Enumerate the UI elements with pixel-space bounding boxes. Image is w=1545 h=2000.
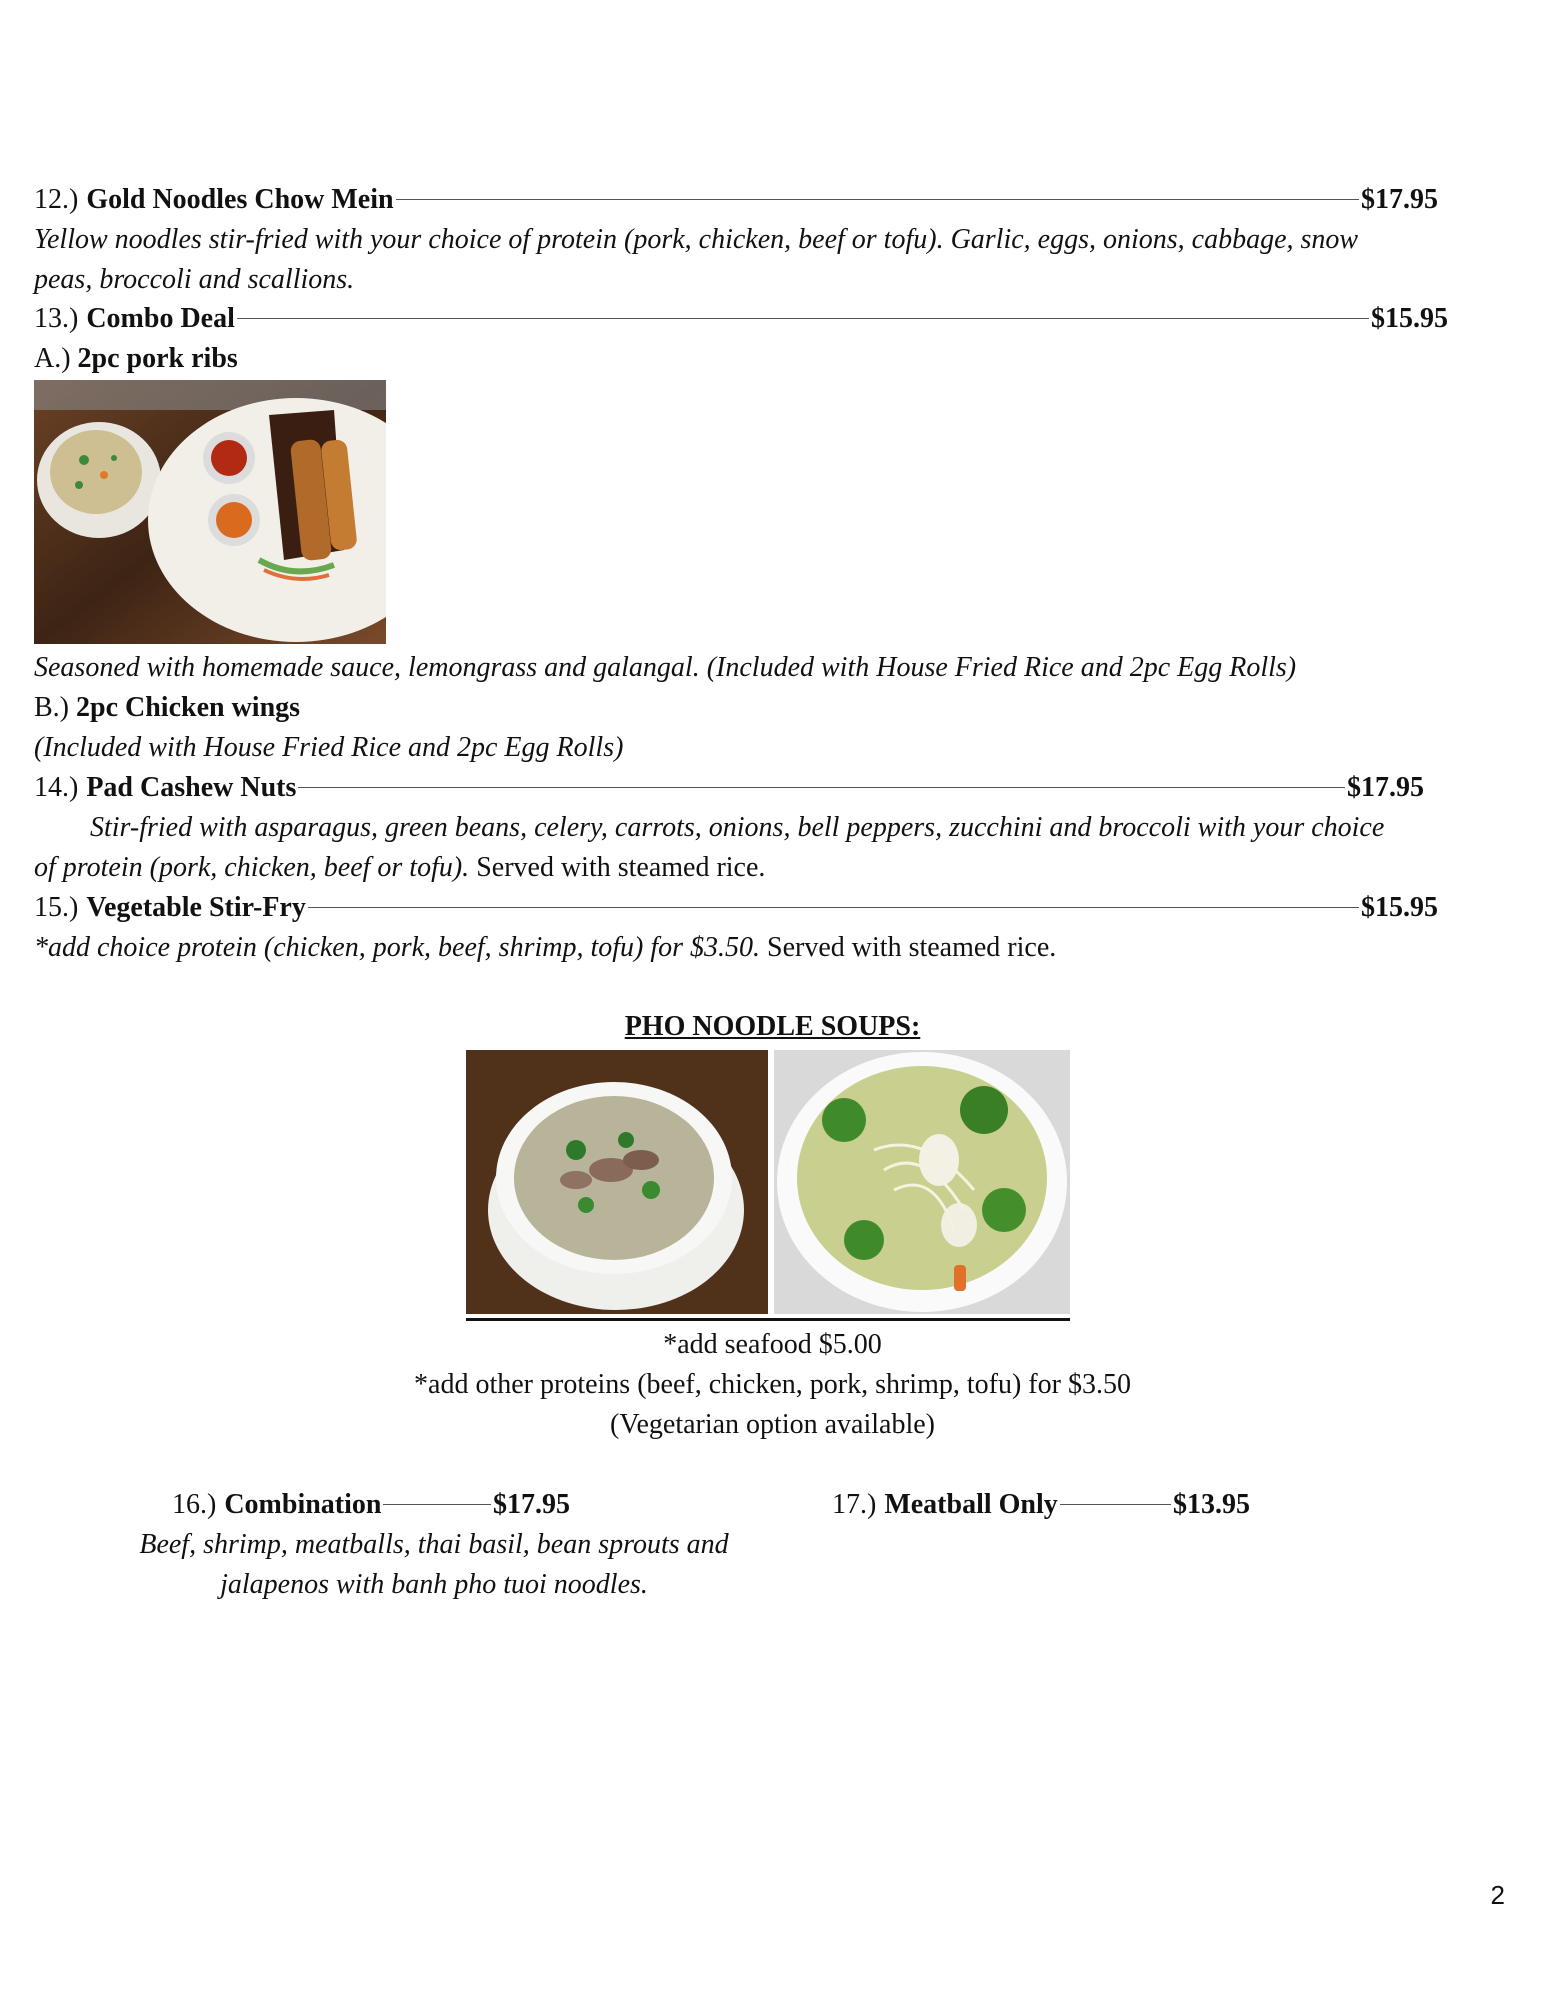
pho-note-proteins: *add other proteins (beef, chicken, pork, shrimp, tofu) for $3.50 xyxy=(414,1369,1131,1400)
option-prefix: B.) xyxy=(34,692,69,723)
combo-option-a xyxy=(34,342,238,376)
item-name: Meatball Only xyxy=(884,1489,1058,1520)
item-name: Vegetable Stir-Fry xyxy=(86,892,306,923)
option-name: 2pc Chicken wings xyxy=(76,692,301,723)
item-name: Combination xyxy=(224,1489,382,1520)
description-italic: *add choice protein (chicken, pork, beef, shrimp, tofu) for $3.50. xyxy=(34,932,761,963)
dot-leader xyxy=(308,907,1359,908)
dot-leader xyxy=(396,199,1359,200)
menu-item-14 xyxy=(34,771,1424,805)
page-number: 2 xyxy=(1490,1880,1505,1910)
option-prefix: A.) xyxy=(34,343,71,374)
section-title: PHO NOODLE SOUPS: xyxy=(624,1011,921,1042)
dot-leader xyxy=(237,318,1369,319)
item-description: Beef, shrimp, meatballs, thai basil, bean sprouts and xyxy=(139,1529,729,1560)
item-price: $13.95 xyxy=(1173,1489,1250,1520)
item-price: $15.95 xyxy=(1361,892,1438,923)
option-name: 2pc pork ribs xyxy=(77,343,238,374)
item-description: peas, broccoli and scallions. xyxy=(34,264,355,295)
dot-leader xyxy=(1060,1504,1171,1505)
item-name: Combo Deal xyxy=(86,303,235,334)
menu-item-16 xyxy=(172,1488,570,1522)
item-number: 12.) xyxy=(34,184,79,215)
combo-option-b xyxy=(34,691,300,725)
option-b-description: (Included with House Fried Rice and 2pc Egg Rolls) xyxy=(34,732,624,763)
item-number: 17.) xyxy=(832,1489,877,1520)
item-price: $17.95 xyxy=(493,1489,570,1520)
dot-leader xyxy=(298,787,1345,788)
photo-underline xyxy=(466,1318,1070,1321)
dot-leader xyxy=(383,1504,491,1505)
pho-soup-photo-beef xyxy=(466,1050,768,1314)
option-a-description: Seasoned with homemade sauce, lemongrass and galangal. (Included with House Fried Rice and 2pc Egg Rolls) xyxy=(34,652,1297,683)
item-price: $15.95 xyxy=(1371,303,1448,334)
description-italic: of protein (pork, chicken, beef or tofu). xyxy=(34,852,470,883)
item-number: 14.) xyxy=(34,772,79,803)
description-plain: Served with steamed rice. xyxy=(469,852,766,883)
item-name: Gold Noodles Chow Mein xyxy=(86,184,394,215)
item-description: Yellow noodles stir-fried with your choice of protein (pork, chicken, beef or tofu). Garlic, eggs, onions, cabbage, snow xyxy=(34,224,1359,255)
item-description: jalapenos with banh pho tuoi noodles. xyxy=(220,1569,648,1600)
item-description xyxy=(34,931,1056,965)
item-price: $17.95 xyxy=(1361,184,1438,215)
item-number: 15.) xyxy=(34,892,79,923)
item-name: Pad Cashew Nuts xyxy=(86,772,297,803)
combo-plate-photo xyxy=(34,380,386,644)
pho-note-vegetarian: (Vegetarian option available) xyxy=(610,1409,935,1440)
pho-soup-photo-vegetable xyxy=(774,1050,1070,1314)
item-number: 16.) xyxy=(172,1489,217,1520)
item-price: $17.95 xyxy=(1347,772,1424,803)
item-description: Stir-fried with asparagus, green beans, celery, carrots, onions, bell peppers, zucchini and broccoli with your choice xyxy=(90,812,1385,843)
item-description-line2 xyxy=(34,851,765,885)
item-number: 13.) xyxy=(34,303,79,334)
menu-item-17 xyxy=(832,1488,1250,1522)
menu-item-15 xyxy=(34,891,1438,925)
pho-note-seafood: *add seafood $5.00 xyxy=(663,1329,882,1360)
description-plain: Served with steamed rice. xyxy=(760,932,1057,963)
menu-item-12 xyxy=(34,183,1438,217)
menu-item-13 xyxy=(34,302,1448,336)
